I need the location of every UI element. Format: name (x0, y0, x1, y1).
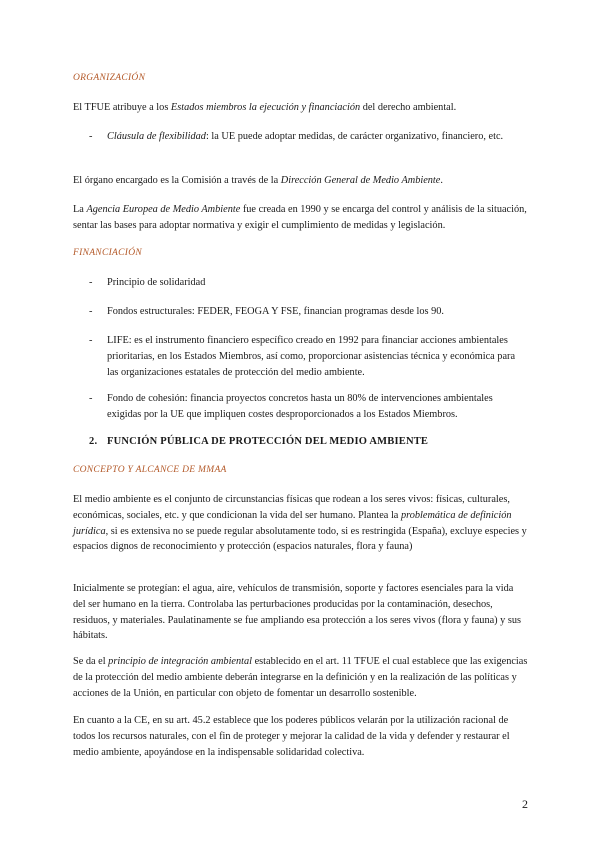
paragraph-organo: El órgano encargado es la Comisión a través de la Dirección General de Medio Ambiente. (73, 175, 443, 186)
paragraph-integracion: Se da el principio de integración ambiental establecido en el art. 11 TFUE el cual establece que las exigencias de la protección del medio ambiente deberán integrarse en la definición y en la realización de las políticas y acciones de la Unión, en particular con objeto de fomentar un desarrollo sostenible. (73, 656, 528, 699)
heading-organizacion: ORGANIZACIÓN (73, 73, 146, 83)
bullet-fondo-cohesion: - Fondo de cohesión: financia proyectos concretos hasta un 80% de intervenciones ambientales exigidas por la UE que impliquen costes desproporcionados a los Estados Miembros. (89, 393, 493, 420)
bullet-solidaridad: - Principio de solidaridad (89, 277, 206, 288)
bullet-dash: - (89, 131, 93, 142)
paragraph-inicialmente: Inicialmente se protegían: el agua, aire, vehículos de transmisión, soporte y factores esenciales para la vida del ser humano en la tierra. Controlaba las perturbaciones producidas por la contaminación, desechos, residuos, y materiales. Paulatinamente se fue ampliando esa protección a los seres vivos (flora y fauna) y sus hábitats. (73, 583, 522, 642)
heading-concepto: CONCEPTO Y ALCANCE DE MMAA (73, 465, 227, 475)
section-title-text: FUNCIÓN PÚBLICA DE PROTECCIÓN DEL MEDIO AMBIENTE (107, 436, 429, 447)
section-number: 2. (89, 436, 98, 447)
bullet-life: - LIFE: es el instrumento financiero específico creado en 1992 para financiar acciones ambientales prioritarias, en los Estados Miembros, así como, proporcionar asistencias técnica y económica para las organizaciones estatales de protección del medio ambiente. (89, 335, 516, 378)
bullet-clausula-flexibilidad: - Cláusula de flexibilidad: la UE puede adoptar medidas, de carácter organizativo, financiero, etc. (89, 129, 529, 145)
paragraph-agencia: La Agencia Europea de Medio Ambiente fue creada en 1990 y se encarga del control y análisis de la situación, sentar las bases para adoptar normativa y exigir el cumplimiento de medidas y legislación. (73, 204, 527, 231)
section-2-title (89, 434, 529, 450)
heading-financiacion: FINANCIACIÓN (73, 248, 143, 258)
page-number: 2 (522, 797, 528, 811)
paragraph-tfue: El TFUE atribuye a los Estados miembros la ejecución y financiación del derecho ambiental. (73, 102, 457, 113)
bullet-fondos-estructurales: - Fondos estructurales: FEDER, FEOGA Y FSE, financian programas desde los 90. (89, 306, 444, 317)
paragraph-ce: En cuanto a la CE, en su art. 45.2 establece que los poderes públicos velarán por la utilización racional de todos los recursos naturales, con el fin de proteger y mejorar la calidad de la vida y defender y restaurar el medio ambiente, apoyándose en la indispensable solidaridad colectiva. (73, 715, 510, 758)
paragraph-medio-ambiente: El medio ambiente es el conjunto de circunstancias físicas que rodean a los seres vivos: físicas, culturales, económicas, sociales, etc. y que condicionan la vida del ser humano. Plantea la problemática de definición jurídica, si es extensiva no se puede regular absolutamente todo, si es restringida (España), excluye especies y espacios dignos de reconocimiento y protección (espacios naturales, flora y fauna) (73, 494, 527, 553)
